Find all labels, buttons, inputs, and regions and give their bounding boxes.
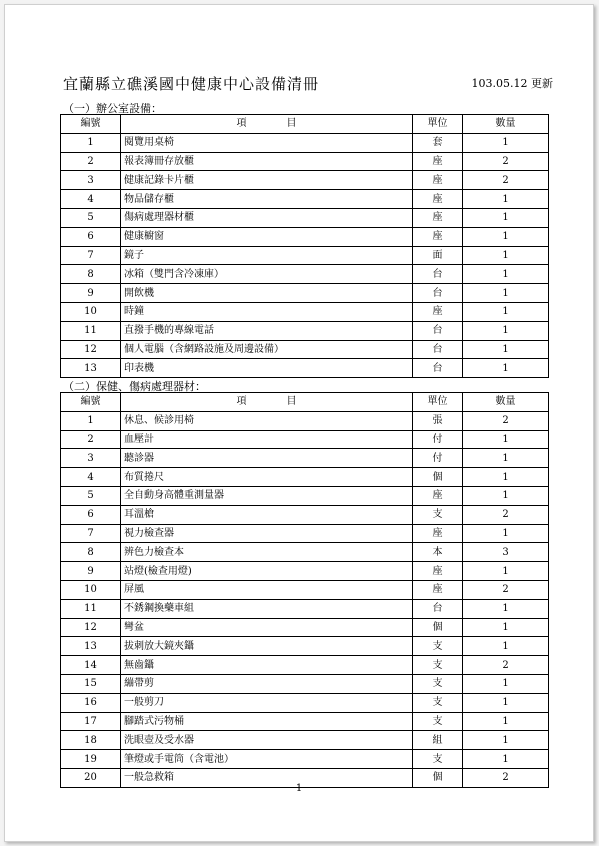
cell-no: 10 <box>61 580 121 599</box>
cell-qty: 1 <box>463 302 549 321</box>
table-row <box>61 321 549 340</box>
cell-item: 屏風 <box>121 580 413 599</box>
cell-no: 7 <box>61 246 121 265</box>
header-item: 項 目 <box>121 115 413 134</box>
cell-qty: 2 <box>463 580 549 599</box>
cell-item: 時鐘 <box>121 302 413 321</box>
cell-no: 9 <box>61 562 121 581</box>
cell-unit: 座 <box>413 580 463 599</box>
cell-unit: 座 <box>413 190 463 209</box>
cell-qty: 1 <box>463 359 549 378</box>
table-row <box>61 227 549 246</box>
table-row <box>61 359 549 378</box>
cell-unit: 付 <box>413 449 463 468</box>
cell-unit: 支 <box>413 750 463 769</box>
table-row <box>61 750 549 769</box>
cell-item: 洗眼壺及受水器 <box>121 731 413 750</box>
cell-item: 布質捲尺 <box>121 468 413 487</box>
cell-unit: 個 <box>413 618 463 637</box>
cell-unit: 座 <box>413 208 463 227</box>
health-equipment-table <box>60 392 549 788</box>
header-unit: 單位 <box>413 393 463 412</box>
header-item: 項 目 <box>121 393 413 412</box>
table-row <box>61 731 549 750</box>
cell-item: 血壓計 <box>121 430 413 449</box>
cell-qty: 1 <box>463 246 549 265</box>
cell-unit: 座 <box>413 562 463 581</box>
cell-unit: 支 <box>413 656 463 675</box>
table-row <box>61 411 549 430</box>
cell-item: 腳踏式污物桶 <box>121 712 413 731</box>
cell-unit: 台 <box>413 340 463 359</box>
office-equipment-table <box>60 114 549 378</box>
table-row <box>61 543 549 562</box>
table-row <box>61 712 549 731</box>
cell-no: 14 <box>61 656 121 675</box>
cell-unit: 張 <box>413 411 463 430</box>
cell-unit: 支 <box>413 693 463 712</box>
cell-no: 4 <box>61 190 121 209</box>
cell-unit: 個 <box>413 468 463 487</box>
cell-item: 個人電腦（含網路設施及周邊設備） <box>121 340 413 359</box>
cell-item: 彎盆 <box>121 618 413 637</box>
table-row <box>61 618 549 637</box>
table-header-row <box>61 115 549 134</box>
cell-qty: 1 <box>463 731 549 750</box>
cell-qty: 2 <box>463 656 549 675</box>
cell-qty: 3 <box>463 543 549 562</box>
cell-no: 4 <box>61 468 121 487</box>
cell-unit: 座 <box>413 302 463 321</box>
table-row <box>61 580 549 599</box>
cell-unit: 座 <box>413 152 463 171</box>
cell-item: 繃帶剪 <box>121 674 413 693</box>
header-no: 編號 <box>61 393 121 412</box>
cell-item: 拔刺放大鏡夾鑷 <box>121 637 413 656</box>
cell-item: 開飲機 <box>121 284 413 303</box>
table-row <box>61 693 549 712</box>
cell-no: 12 <box>61 340 121 359</box>
table-row <box>61 505 549 524</box>
cell-item: 印表機 <box>121 359 413 378</box>
header-no: 編號 <box>61 115 121 134</box>
cell-qty: 1 <box>463 227 549 246</box>
cell-no: 3 <box>61 449 121 468</box>
cell-unit: 支 <box>413 637 463 656</box>
cell-qty: 2 <box>463 505 549 524</box>
cell-qty: 1 <box>463 562 549 581</box>
table-row <box>61 171 549 190</box>
cell-unit: 面 <box>413 246 463 265</box>
cell-no: 1 <box>61 411 121 430</box>
cell-unit: 座 <box>413 227 463 246</box>
cell-unit: 台 <box>413 265 463 284</box>
cell-no: 15 <box>61 674 121 693</box>
cell-qty: 1 <box>463 208 549 227</box>
cell-item: 一般急救箱 <box>121 768 413 787</box>
cell-no: 7 <box>61 524 121 543</box>
cell-qty: 1 <box>463 599 549 618</box>
cell-unit: 台 <box>413 284 463 303</box>
cell-qty: 1 <box>463 430 549 449</box>
cell-item: 一般剪刀 <box>121 693 413 712</box>
table-row <box>61 656 549 675</box>
cell-item: 辨色力檢查本 <box>121 543 413 562</box>
cell-unit: 座 <box>413 171 463 190</box>
table-row <box>61 468 549 487</box>
header-unit: 單位 <box>413 115 463 134</box>
cell-unit: 支 <box>413 505 463 524</box>
cell-item: 鏡子 <box>121 246 413 265</box>
cell-no: 17 <box>61 712 121 731</box>
header-qty: 數量 <box>463 393 549 412</box>
cell-no: 5 <box>61 486 121 505</box>
cell-qty: 1 <box>463 321 549 340</box>
cell-qty: 1 <box>463 712 549 731</box>
cell-qty: 1 <box>463 750 549 769</box>
cell-no: 13 <box>61 359 121 378</box>
cell-no: 12 <box>61 618 121 637</box>
cell-qty: 1 <box>463 693 549 712</box>
cell-qty: 1 <box>463 133 549 152</box>
table-row <box>61 190 549 209</box>
cell-no: 13 <box>61 637 121 656</box>
cell-no: 20 <box>61 768 121 787</box>
cell-no: 10 <box>61 302 121 321</box>
cell-no: 2 <box>61 152 121 171</box>
table-row <box>61 486 549 505</box>
page-number: 1 <box>295 783 303 794</box>
table-row <box>61 302 549 321</box>
cell-item: 耳溫槍 <box>121 505 413 524</box>
document-page <box>4 4 594 842</box>
cell-no: 16 <box>61 693 121 712</box>
table-row <box>61 133 549 152</box>
cell-qty: 2 <box>463 171 549 190</box>
update-date: 103.05.12 更新 <box>471 77 553 90</box>
table-row <box>61 599 549 618</box>
table-row <box>61 284 549 303</box>
table-header-row <box>61 393 549 412</box>
cell-unit: 組 <box>413 731 463 750</box>
table-row <box>61 524 549 543</box>
cell-qty: 1 <box>463 637 549 656</box>
cell-item: 健康記錄卡片櫃 <box>121 171 413 190</box>
cell-qty: 1 <box>463 468 549 487</box>
cell-item: 休息、候診用椅 <box>121 411 413 430</box>
document-title: 宜蘭縣立礁溪國中健康中心設備清冊 <box>63 75 320 93</box>
cell-qty: 1 <box>463 449 549 468</box>
cell-item: 聽診器 <box>121 449 413 468</box>
table-row <box>61 265 549 284</box>
table-row <box>61 449 549 468</box>
cell-qty: 1 <box>463 340 549 359</box>
cell-item: 直撥手機的專線電話 <box>121 321 413 340</box>
cell-item: 冰箱（雙門含冷凍庫） <box>121 265 413 284</box>
header-qty: 數量 <box>463 115 549 134</box>
cell-no: 9 <box>61 284 121 303</box>
table-row <box>61 637 549 656</box>
section-2-heading: （二）保健、傷病處理器材： <box>63 380 206 393</box>
cell-unit: 付 <box>413 430 463 449</box>
cell-item: 報表簿冊存放櫃 <box>121 152 413 171</box>
cell-qty: 1 <box>463 190 549 209</box>
cell-qty: 1 <box>463 486 549 505</box>
cell-unit: 台 <box>413 359 463 378</box>
cell-item: 物品儲存櫃 <box>121 190 413 209</box>
table-row <box>61 340 549 359</box>
section-1-heading: （一）辦公室設備： <box>63 102 162 115</box>
cell-no: 18 <box>61 731 121 750</box>
cell-qty: 1 <box>463 618 549 637</box>
cell-no: 8 <box>61 543 121 562</box>
cell-qty: 1 <box>463 284 549 303</box>
cell-qty: 2 <box>463 768 549 787</box>
cell-item: 站燈(檢查用燈) <box>121 562 413 581</box>
cell-item: 無齒鑷 <box>121 656 413 675</box>
cell-no: 2 <box>61 430 121 449</box>
cell-qty: 1 <box>463 674 549 693</box>
cell-no: 1 <box>61 133 121 152</box>
cell-unit: 本 <box>413 543 463 562</box>
cell-unit: 座 <box>413 486 463 505</box>
cell-item: 不銹鋼換藥車組 <box>121 599 413 618</box>
cell-no: 8 <box>61 265 121 284</box>
cell-item: 筆燈或手電筒（含電池） <box>121 750 413 769</box>
table-row <box>61 152 549 171</box>
table-row <box>61 208 549 227</box>
cell-item: 視力檢查器 <box>121 524 413 543</box>
table-row <box>61 430 549 449</box>
table-row <box>61 246 549 265</box>
cell-item: 全自動身高體重測量器 <box>121 486 413 505</box>
cell-no: 6 <box>61 505 121 524</box>
cell-item: 傷病處理器材櫃 <box>121 208 413 227</box>
table-row <box>61 674 549 693</box>
cell-qty: 2 <box>463 411 549 430</box>
cell-qty: 2 <box>463 152 549 171</box>
cell-no: 19 <box>61 750 121 769</box>
cell-no: 11 <box>61 321 121 340</box>
table-row <box>61 562 549 581</box>
cell-unit: 支 <box>413 674 463 693</box>
cell-unit: 台 <box>413 599 463 618</box>
cell-unit: 台 <box>413 321 463 340</box>
cell-item: 閱覽用桌椅 <box>121 133 413 152</box>
cell-qty: 1 <box>463 524 549 543</box>
cell-no: 3 <box>61 171 121 190</box>
cell-no: 6 <box>61 227 121 246</box>
cell-unit: 座 <box>413 524 463 543</box>
cell-qty: 1 <box>463 265 549 284</box>
cell-unit: 個 <box>413 768 463 787</box>
cell-item: 健康櫥窗 <box>121 227 413 246</box>
cell-no: 11 <box>61 599 121 618</box>
cell-unit: 支 <box>413 712 463 731</box>
cell-unit: 套 <box>413 133 463 152</box>
cell-no: 5 <box>61 208 121 227</box>
